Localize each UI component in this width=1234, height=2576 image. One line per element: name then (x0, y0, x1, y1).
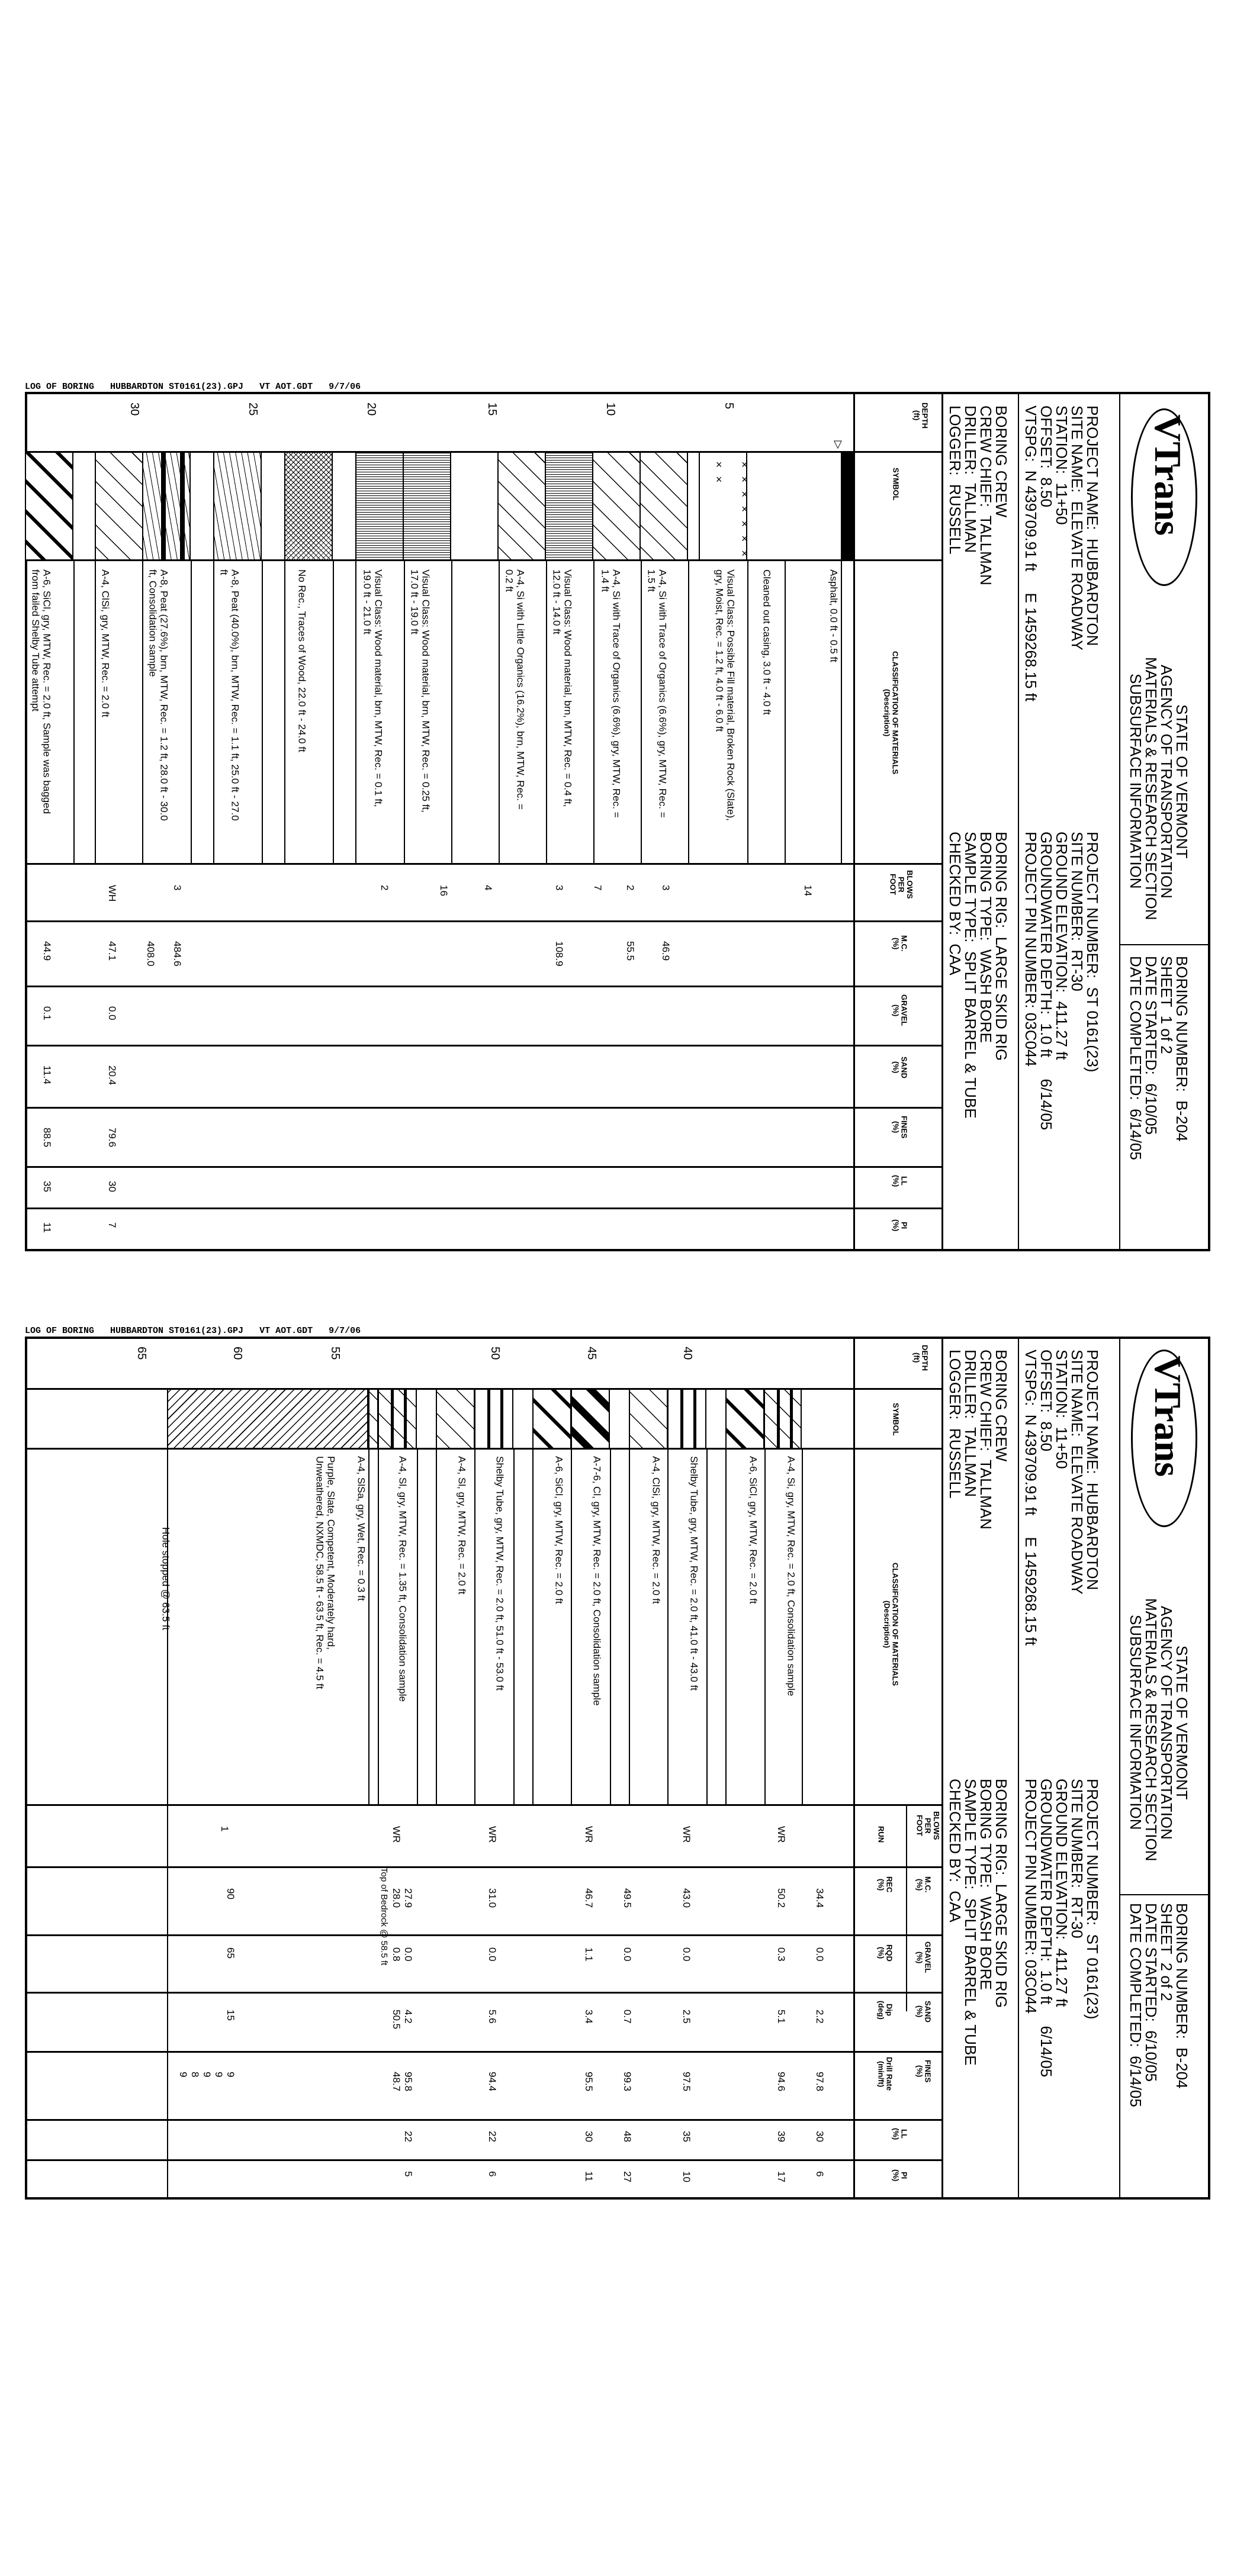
pi-value: 6 (486, 2171, 498, 2177)
blows-value: WR (583, 1826, 594, 1843)
blows-value: 4 (482, 885, 494, 891)
col-header-gravel: GRAVEL (%) (915, 1941, 933, 1973)
symbol-wood (403, 453, 451, 559)
rec-value: 90 (224, 1888, 236, 1899)
depth-tick-label: 25 (246, 402, 259, 416)
gravel-value: 0.0 (106, 1006, 118, 1020)
ll-value: 48 (621, 2131, 633, 2142)
sand-value: 2.5 (680, 2010, 692, 2024)
fines-value: 94.4 (486, 2072, 498, 2092)
ll-value: 22 (402, 2131, 414, 2142)
mc-value: 27.9 (402, 1888, 414, 1908)
crew-info-right: BORING RIG: LARGE SKID RIG BORING TYPE: WASH BORE SAMPLE TYPE: SPLIT BARREL & TUBE CHECKED BY: CAA (946, 1779, 1010, 2066)
crew-info-right: BORING RIG: LARGE SKID RIG BORING TYPE: WASH BORE SAMPLE TYPE: SPLIT BARREL & TUBE CHECKED BY: CAA (946, 832, 1010, 1119)
ll-value: 39 (775, 2131, 787, 2142)
col-header-pi: PI (%) (891, 2169, 909, 2182)
fines-value: 95.5 (583, 2072, 594, 2092)
symbol-peat (142, 453, 191, 559)
symbol-wood (355, 453, 404, 559)
mc-value: 34.4 (814, 1888, 825, 1908)
project-info-left: PROJECT NAME: HUBBARDTON SITE NAME: ELEVATE ROADWAY STATION: 11+50 OFFSET: 8.50 VTSPG: N 439709.91 ft E 1459268.15 ft (1022, 1350, 1101, 1646)
gravel-value: 0.0 (486, 1947, 498, 1962)
fines-value: 48.7 (390, 2072, 402, 2092)
col-header-run: RUN (876, 1826, 886, 1843)
fines-value: 99.3 (621, 2072, 633, 2092)
description-row: A-6, SiCl, gry, MTW, Rec. = 2.0 ft, Sample was bagged from failed Shelby Tube attempt (30, 569, 53, 814)
fines-value: 88.5 (41, 1128, 53, 1148)
vtrans-logo-text: VTrans (1147, 1355, 1189, 1477)
fines-value: 94.6 (775, 2072, 787, 2092)
description-row: Visual Class: Wood material, brn, MTW, Rec. = 0.1 ft, 19.0 ft - 21.0 ft (361, 569, 384, 807)
col-header-ll: LL (%) (891, 1175, 909, 1187)
fines-value: 95.8 (402, 2072, 414, 2092)
ll-value: 30 (106, 1181, 118, 1192)
gravel-value: 0.0 (621, 1947, 633, 1962)
description-row: A-6, SiCl, gry, MTW, Rec. = 2.0 ft (747, 1456, 759, 1604)
depth-tick-label: 45 (585, 1347, 598, 1360)
mc-value: 49.5 (621, 1888, 633, 1908)
symbol-asphalt (841, 453, 854, 559)
description-row: Shelby Tube, gry, MTW, Rec. = 2.0 ft, 51.0 ft - 53.0 ft (494, 1456, 506, 1691)
symbol-clay (571, 1390, 610, 1448)
ll-value: 22 (486, 2131, 498, 2142)
sand-value: 2.2 (814, 2010, 825, 2024)
col-header-fines: FINES (%) (915, 2060, 933, 2083)
col-header-blows: BLOWS PER FOOT (915, 1811, 941, 1840)
blows-value: WH (106, 885, 118, 902)
symbol-silt (640, 453, 688, 559)
sand-value: 3.4 (583, 2010, 594, 2024)
ll-value: 35 (41, 1181, 53, 1192)
symbol-silt (436, 1390, 475, 1448)
col-header-sand: SAND (%) (891, 1057, 909, 1078)
description-row: A-4, Si, gry, MTW, Rec. = 2.0 ft, Consolidation sample (785, 1456, 797, 1696)
sheet-label: SHEET 1 of 2 (1158, 956, 1175, 1054)
mc-value: 47.1 (106, 941, 118, 961)
description-row: A-4, ClSi, gry, MTW, Rec. = 2.0 ft (650, 1456, 662, 1604)
symbol-fill: × × × × × × × × × (699, 453, 747, 559)
sand-value: 20.4 (106, 1065, 118, 1086)
blows-value: 3 (553, 885, 565, 891)
pi-value: 7 (106, 1222, 118, 1228)
pi-value: 5 (402, 2171, 414, 2177)
col-header-drill-rate: Drill Rate (min/ft) (876, 2057, 894, 2091)
symbol-shelby-tube (667, 1390, 706, 1448)
symbol-shelby-tube (474, 1390, 513, 1448)
drill-rate-value: 8 (189, 2072, 201, 2078)
dip-value: 15 (224, 2010, 236, 2021)
symbol-sandy-silt (368, 1390, 378, 1448)
pi-value: 11 (41, 1222, 53, 1233)
col-header-classification: CLASSIFICATION OF MATERIALS (Description) (882, 651, 900, 775)
agency-title: STATE OF VERMONT AGENCY OF TRANSPORTATION MATERIALS & RESEARCH SECTION SUBSURFACE INFORMATION (1127, 1598, 1191, 1862)
depth-tick-label: 60 (231, 1347, 244, 1360)
run-value: 1 (218, 1826, 230, 1832)
depth-tick-label: 40 (681, 1347, 694, 1360)
symbol-silt (497, 453, 546, 559)
description-row: Purple, Slate, Competent, Moderately hard, Unweathered, NXMDC, 58.5 ft - 63.5 ft, Rec. = 4.5 ft (314, 1456, 337, 1689)
col-header-mc: M.C. (%) (891, 935, 909, 952)
mc-value: 46.9 (660, 941, 671, 961)
symbol-silt-tube (378, 1390, 417, 1448)
symbol-peat (213, 453, 262, 559)
description-row: A-4, Si with Little Organics (16.2%), brn, MTW, Rec. = 0.2 ft (503, 569, 526, 810)
description-row: Visual Class: Wood material, brn, MTW, Rec. = 0.4 ft, 12.0 ft - 14.0 ft (551, 569, 574, 807)
drill-rate-value: 9 (201, 2072, 213, 2078)
sand-value: 11.4 (41, 1065, 53, 1084)
crew-info-left: BORING CREW CREW CHIEF: TALLMAN DRILLER: TALLMAN LOGGER: RUSSELL (946, 405, 1010, 585)
symbol-clayey-silt (95, 453, 143, 559)
mc-value: 55.5 (624, 941, 636, 961)
drill-rate-value: 9 (224, 2072, 236, 2078)
symbol-slate-bedrock (167, 1390, 368, 1448)
symbol-silty-clay (725, 1390, 764, 1448)
groundwater-icon: ▽ (834, 438, 842, 450)
agency-title: STATE OF VERMONT AGENCY OF TRANSPORTATION MATERIALS & RESEARCH SECTION SUBSURFACE INFORMATION (1127, 657, 1191, 920)
blows-value: 2 (378, 885, 390, 891)
symbol-silty-clay (532, 1390, 571, 1448)
mc-value: 484.6 (171, 941, 183, 967)
pi-value: 27 (621, 2171, 633, 2182)
depth-tick-label: 30 (128, 402, 141, 416)
sand-value: 5.1 (775, 2010, 787, 2024)
gravel-value: 1.1 (583, 1947, 594, 1962)
depth-tick-label: 15 (486, 402, 499, 416)
col-header-dip: Dip (deg) (876, 2001, 894, 2020)
symbol-silt-tube (764, 1390, 802, 1448)
ll-value: 30 (814, 2131, 825, 2142)
depth-tick-label: 50 (489, 1347, 502, 1360)
sand-value: 5.6 (486, 2010, 498, 2024)
boring-info: BORING NUMBER: B-204 SHEET 1 of 2 DATE STARTED: 6/10/05 DATE COMPLETED: 6/14/05 (1127, 956, 1191, 1160)
symbol-silty-clay (25, 453, 73, 559)
mc-value: 50.2 (775, 1888, 787, 1908)
top-of-bedrock-note: Top of Bedrock @ 58.5 ft (378, 1867, 389, 1966)
col-header-fines: FINES (%) (891, 1116, 909, 1139)
pi-value: 11 (583, 2171, 594, 2182)
depth-tick-label: 20 (365, 402, 378, 416)
pi-value: 6 (814, 2171, 825, 2177)
gravel-value: 0.0 (680, 1947, 692, 1962)
description-row: A-8, Peat (27.6%), brn, MTW, Rec. = 1.2 ft, 28.0 ft - 30.0 ft, Consolidation sample (147, 569, 170, 821)
description-row: Visual Class: Possible Fill material, Broken Rock (Slate), gry, Moist, Rec. = 1.2 ft, 4.0 ft - 6.0 ft (714, 569, 737, 821)
blows-value: 3 (660, 885, 671, 891)
mc-value: 43.0 (680, 1888, 692, 1908)
description-row: Asphalt, 0.0 ft - 0.5 ft (828, 569, 840, 662)
blows-value: 2 (624, 885, 636, 891)
footer-log-line: LOG OF BORING HUBBARDTON ST0161(23).GPJ VT AOT.GDT 9/7/06 (25, 1326, 361, 1336)
col-header-mc: M.C. (%) (915, 1876, 933, 1893)
description-row: A-4, SlSa, gry, Wet, Rec. = 0.3 ft (355, 1456, 367, 1601)
col-header-rqd: RQD (%) (876, 1944, 894, 1962)
col-header-gravel: GRAVEL (%) (891, 994, 909, 1026)
description-row: Shelby Tube, gry, MTW, Rec. = 2.0 ft, 41.0 ft - 43.0 ft (688, 1456, 700, 1691)
blows-value: WR (680, 1826, 692, 1843)
pi-value: 17 (775, 2171, 787, 2182)
col-header-symbol: SYMBOL (891, 468, 901, 501)
project-info-right: PROJECT NUMBER: ST 0161(23) SITE NUMBER: RT-30 GROUND ELEVATION: 411.27 ft GROUNDWATER DEPTH: 1.0 ft 6/14/05 PROJECT PIN NUMBER: 03C044 (1022, 1779, 1101, 2078)
footer-log-line: LOG OF BORING HUBBARDTON ST0161(23).GPJ VT AOT.GDT 9/7/06 (25, 382, 361, 392)
drill-rate-value: 9 (177, 2072, 189, 2078)
crew-info-left: BORING CREW CREW CHIEF: TALLMAN DRILLER: TALLMAN LOGGER: RUSSELL (946, 1350, 1010, 1530)
fines-value: 97.5 (680, 2072, 692, 2092)
blows-value: 14 (802, 885, 814, 896)
blows-value: WR (775, 1826, 787, 1843)
mc-value: 408.0 (144, 941, 156, 967)
mc-value: 31.0 (486, 1888, 498, 1908)
description-row: A-4, Si with Trace of Organics (6.6%), gry, MTW, Rec. = 1.5 ft (645, 569, 669, 818)
description-row: Cleaned out casing, 3.0 ft - 4.0 ft (761, 569, 773, 715)
sand-value: 4.2 (402, 2010, 414, 2024)
depth-tick-label: 5 (722, 402, 735, 410)
depth-tick-label: 55 (329, 1347, 342, 1360)
symbol-silt (592, 453, 641, 559)
vtrans-logo-text: VTrans (1147, 414, 1189, 536)
col-header-pi: PI (%) (891, 1219, 909, 1232)
col-header-ll: LL (%) (891, 2128, 909, 2140)
description-row: Visual Class: Wood material, brn, MTW, Rec. = 0.25 ft, 17.0 ft - 19.0 ft (409, 569, 432, 813)
blows-value: WR (486, 1826, 498, 1843)
sheet-label: SHEET 2 of 2 (1158, 1903, 1175, 2001)
gravel-value: 0.8 (390, 1947, 402, 1962)
symbol-clayey-silt (629, 1390, 668, 1448)
blows-value: 16 (438, 885, 449, 896)
description-row: No Rec., Traces of Wood, 22.0 ft - 24.0 ft (296, 569, 308, 752)
boring-info: BORING NUMBER: B-204 SHEET 2 of 2 DATE STARTED: 6/10/05 DATE COMPLETED: 6/14/05 (1127, 1903, 1191, 2107)
description-row: A-7-6, Cl, gry, MTW, Rec. = 2.0 ft, Consolidation sample (591, 1456, 603, 1706)
ll-value: 35 (680, 2131, 692, 2142)
project-info-right: PROJECT NUMBER: ST 0161(23) SITE NUMBER: RT-30 GROUND ELEVATION: 411.27 ft GROUNDWATER DEPTH: 1.0 ft 6/14/05 PROJECT PIN NUMBER: 03C044 (1022, 832, 1101, 1131)
fines-value: 79.6 (106, 1128, 118, 1148)
col-header-symbol: SYMBOL (891, 1403, 901, 1436)
depth-tick-label: 65 (135, 1347, 148, 1360)
mc-value: 108.9 (553, 941, 565, 967)
mc-value: 44.9 (41, 941, 53, 961)
blows-value: WR (390, 1826, 402, 1843)
project-info-left: PROJECT NAME: HUBBARDTON SITE NAME: ELEVATE ROADWAY STATION: 11+50 OFFSET: 8.50 VTSPG: N 439709.91 ft E 1459268.15 ft (1022, 405, 1101, 702)
col-header-rec: REC (%) (876, 1876, 894, 1893)
blows-value: 7 (592, 885, 603, 891)
description-row: A-4, Sl, gry, MTW, Rec. = 1.35 ft, Consolidation sample (397, 1456, 409, 1702)
gravel-value: 0.0 (814, 1947, 825, 1962)
pi-value: 10 (680, 2171, 692, 2182)
gravel-value: 0.1 (41, 1006, 53, 1020)
gravel-value: 0.0 (402, 1947, 414, 1962)
col-header-classification: CLASSIFICATION OF MATERIALS (Description) (882, 1563, 900, 1686)
description-row: A-8, Peat (40.0%), brn, MTW, Rec. = 1.1 ft, 25.0 ft - 27.0 ft (218, 569, 241, 821)
symbol-wood (545, 453, 593, 559)
col-header-depth: DEPTH (ft) (912, 402, 930, 429)
drill-rate-value: 9 (213, 2072, 224, 2078)
col-header-blows: BLOWS PER FOOT (888, 870, 914, 899)
sand-value: 50.5 (390, 2010, 402, 2030)
mc-value: 28.0 (390, 1888, 402, 1908)
rqd-value: 65 (224, 1947, 236, 1959)
sand-value: 0.7 (621, 2010, 633, 2024)
description-row: A-4, Si with Trace of Organics (6.6%), gry, MTW, Rec. = 1.4 ft (599, 569, 622, 818)
depth-tick-label: 10 (604, 402, 617, 416)
col-header-sand: SAND (%) (915, 2001, 933, 2023)
description-row: A-4, Sl, gry, MTW, Rec. = 2.0 ft (456, 1456, 468, 1595)
col-header-depth: DEPTH (ft) (912, 1345, 930, 1371)
blows-value: 3 (171, 885, 183, 891)
description-row: A-4, ClSi, gry, MTW, Rec. = 2.0 ft (99, 569, 111, 717)
gravel-value: 0.3 (775, 1947, 787, 1962)
description-row: A-6, SiCl, gry, MTW, Rec. = 2.0 ft (553, 1456, 565, 1604)
ll-value: 30 (583, 2131, 594, 2142)
mc-value: 46.7 (583, 1888, 594, 1908)
description-row: Hole stopped @ 63.5 ft (160, 1527, 172, 1631)
fines-value: 97.8 (814, 2072, 825, 2092)
symbol-no-recovery (284, 453, 333, 559)
